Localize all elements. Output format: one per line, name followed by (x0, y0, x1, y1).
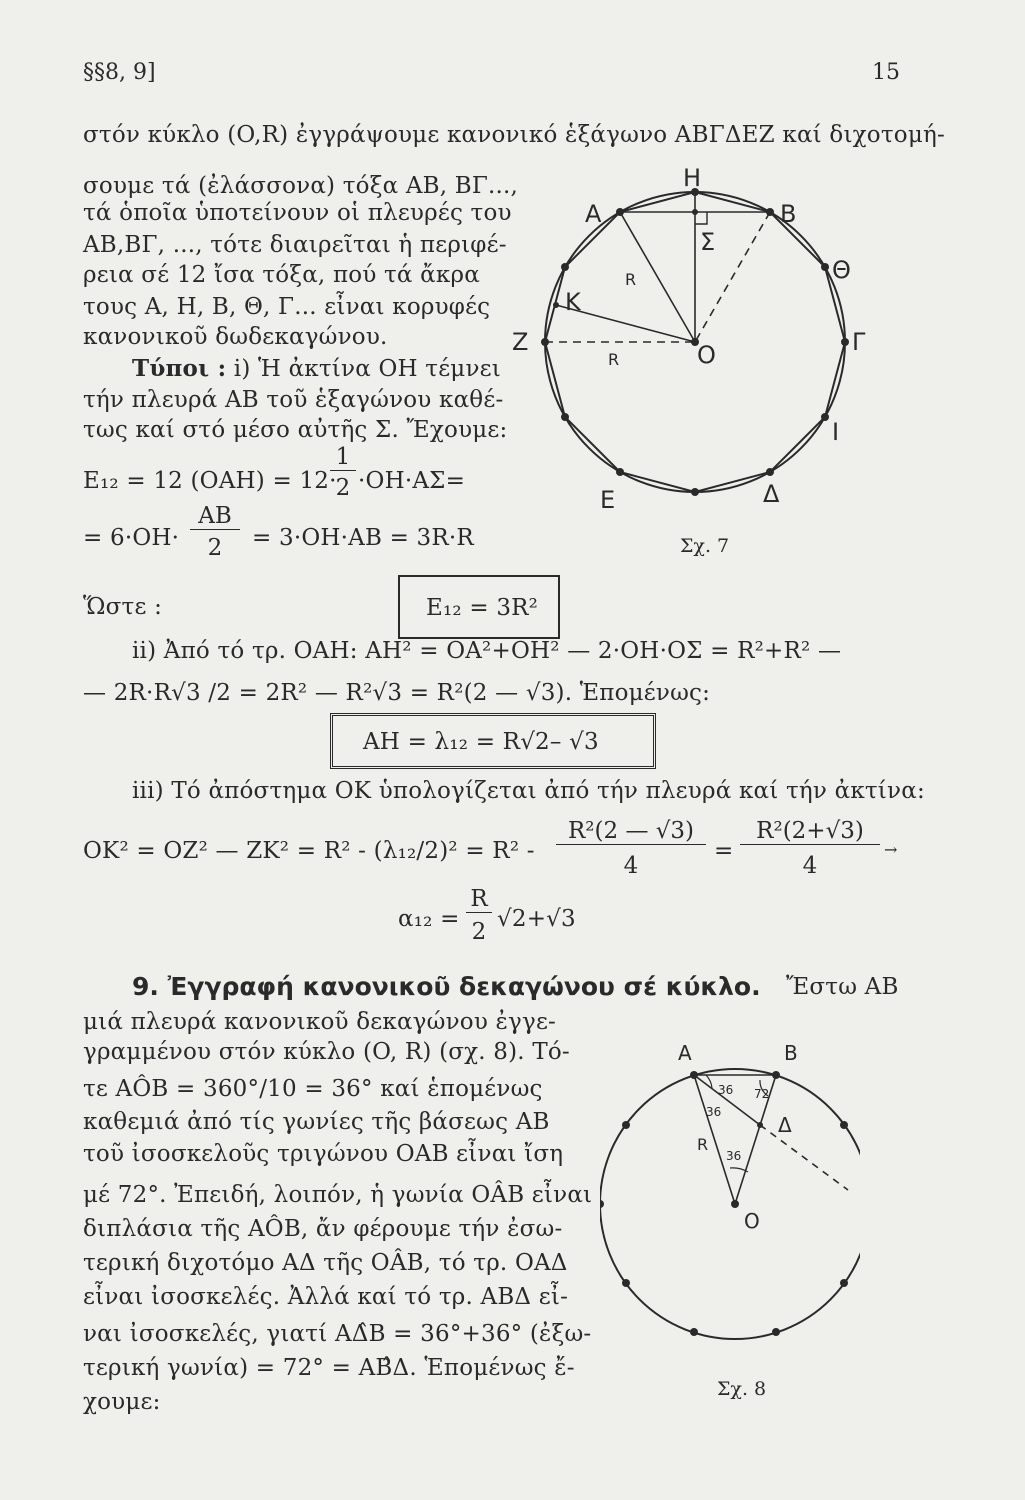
fraction-bar (556, 844, 706, 845)
figure-8-caption: Σχ. 8 (717, 1378, 767, 1400)
text-line: κανονικοῦ δωδεκαγώνου. (83, 324, 388, 350)
boxed-result-e12 (398, 575, 560, 639)
label-b: Β (784, 1041, 798, 1065)
text-line: τε ΑÔΒ = 360°/10 = 36° καί ἑπομένως (83, 1076, 543, 1102)
text-line: iii) Τό ἀπόστημα ΟΚ ὑπολογίζεται ἀπό τήν πλευρά καί τήν ἀκτίνα: (132, 778, 925, 804)
boxed-result-lambda12 (330, 713, 656, 769)
formula-e12-lhs: E₁₂ = 12 (ΟΑΗ) = 12· (83, 468, 337, 494)
fraction-numerator: R (470, 886, 488, 912)
text-line: μιά πλευρά κανονικοῦ δεκαγώνου ἐγγε- (83, 1009, 557, 1035)
text-line: τήν πλευρά ΑΒ τοῦ ἑξαγώνου καθέ- (83, 387, 504, 413)
text-line: τά ὁποῖα ὑποτείνουν οἱ πλευρές του (83, 200, 512, 226)
section-number: 9. (132, 972, 159, 1001)
formulas-heading (132, 357, 501, 381)
label-gamma: Γ (852, 328, 866, 356)
fraction-bar (740, 844, 880, 845)
fraction-bar (190, 529, 240, 530)
text-line: i) Ἡ ἀκτίνα ΟΗ τέμνει (233, 356, 501, 382)
section-reference: §§8, 9] (83, 60, 156, 85)
label-delta: Δ (778, 1113, 792, 1137)
text-line: τοῦ ἰσοσκελοῦς τριγώνου ΟΑΒ εἶναι ἴση (83, 1141, 564, 1167)
label-r1: R (625, 270, 637, 289)
label-theta: Θ (832, 256, 851, 284)
label-angle-36: 36 (718, 1083, 734, 1097)
text-line: ρεια σέ 12 ἴσα τόξα, πού τά ἄκρα (83, 262, 480, 288)
fraction-bar (330, 470, 356, 471)
hence-label: Ὥστε : (83, 594, 163, 620)
fraction-bar (466, 912, 492, 913)
label-o: Ο (744, 1209, 760, 1233)
boxed-formula: E₁₂ = 3R² (426, 595, 539, 621)
label-a: Α (585, 200, 602, 228)
fraction-denominator: 4 (623, 853, 639, 879)
label-e: Ε (600, 486, 616, 514)
formula-ok-lhs: ΟΚ² = ΟΖ² — ΖΚ² = R² - (λ₁₂/2)² = R² - (83, 838, 535, 864)
text-line: τερική γωνία) = 72° = ΑΒ̂Δ. Ἑπομένως ἔ- (83, 1355, 575, 1381)
label-sigma: Σ (700, 228, 716, 256)
text-line: ii) Ἀπό τό τρ. ΟΑΗ: ΑΗ² = ΟΑ²+ΟΗ² — 2·ΟΗ·ΟΣ = R²+R² — (132, 638, 842, 664)
text-line: Ἔστω ΑΒ (786, 974, 899, 1000)
label-angle-36: 36 (706, 1105, 722, 1119)
text-line: ναι ἰσοσκελές, γιατί ΑΔ̂Β = 36°+36° (ἐξω- (83, 1321, 592, 1347)
text-line: ΑΒ,ΒΓ, ..., τότε διαιρεῖται ἡ περιφέ- (83, 232, 507, 258)
label-b: Β (780, 200, 797, 228)
fraction-denominator: 4 (802, 853, 818, 879)
fraction-numerator: R²(2 — √3) (567, 818, 695, 844)
equals-sign: = (714, 838, 734, 864)
label-h: Η (683, 164, 702, 192)
fraction-denominator: 2 (207, 535, 223, 561)
text-line: τερική διχοτόμο ΑΔ τῆς ΟÂΒ, τό τρ. ΟΑΔ (83, 1250, 568, 1276)
figure-8-decagon (600, 1025, 860, 1390)
apothem-root: √2+√3 (497, 906, 576, 932)
text-line: τως καί στό μέσο αὐτῆς Σ. Ἔχουμε: (83, 417, 508, 443)
page-number: 15 (872, 60, 900, 85)
text-line: τους Α, Η, Β, Θ, Γ... εἶναι κορυφές (83, 294, 491, 320)
figure-7-caption: Σχ. 7 (680, 535, 730, 557)
side-ah (620, 192, 695, 212)
text-line: σουμε τά (ἐλάσσονα) τόξα ΑΒ, ΒΓ..., (83, 173, 519, 199)
text-line: γραμμένου στόν κύκλο (O, R) (σχ. 8). Τό- (83, 1039, 570, 1065)
dashed-extension (760, 1125, 848, 1190)
formulas-label: Τύποι : (132, 355, 227, 382)
fraction-numerator: 1 (335, 444, 351, 470)
formula-e12-line2-rest: = 3·ΟΗ·ΑΒ = 3R·R (252, 525, 474, 551)
text-line: εἶναι ἰσοσκελές. Ἀλλά καί τό τρ. ΑΒΔ εἶ- (83, 1284, 569, 1310)
label-r2: R (608, 350, 620, 369)
text-line: στόν κύκλο (O,R) ἐγγράψουμε κανονικό ἑξάγωνο ΑΒΓΔΕΖ καί διχοτομή- (83, 122, 945, 148)
fraction-denominator: 2 (335, 475, 351, 501)
label-z: Ζ (512, 328, 529, 356)
text-line: μέ 72°. Ἐπειδή, λοιπόν, ἡ γωνία ΟÂΒ εἶναι (83, 1182, 593, 1208)
formula-e12-rhs: ·ΟΗ·ΑΣ= (358, 468, 466, 494)
section-title: Ἐγγραφή κανονικοῦ δεκαγώνου σέ κύκλο. (167, 972, 761, 1001)
circumscribed-circle (600, 1069, 860, 1339)
fraction-denominator: 2 (471, 919, 487, 945)
text-line: — 2R·R√3 /2 = 2R² — R²√3 = R²(2 — √3). Ἑπομένως: (83, 680, 711, 706)
fraction-numerator: R²(2+√3) (756, 818, 864, 844)
figure-7-dodecagon (500, 160, 900, 560)
text-line: χουμε: (83, 1389, 161, 1415)
fraction-numerator: ΑΒ (198, 503, 232, 529)
label-i: Ι (832, 418, 840, 446)
formula-e12-line2: = 6·ΟΗ· (83, 525, 180, 551)
label-angle-72: 72 (754, 1087, 770, 1101)
section-heading (132, 972, 761, 1001)
label-k: Κ (565, 288, 581, 316)
label-a: Α (678, 1041, 692, 1065)
arrow-icon: → (884, 840, 898, 859)
text-line: καθεμιά ἀπό τίς γωνίες τῆς βάσεως ΑΒ (83, 1109, 550, 1135)
label-delta: Δ (763, 480, 780, 508)
label-o: Ο (697, 341, 716, 369)
boxed-formula: ΑΗ = λ₁₂ = R√2– √3 (363, 729, 599, 755)
label-angle-36: 36 (726, 1149, 742, 1163)
label-r: R (697, 1135, 709, 1154)
apothem-lhs: α₁₂ = (398, 906, 460, 932)
text-line: διπλάσια τῆς ΑÔΒ, ἄν φέρουμε τήν ἐσω- (83, 1216, 563, 1242)
